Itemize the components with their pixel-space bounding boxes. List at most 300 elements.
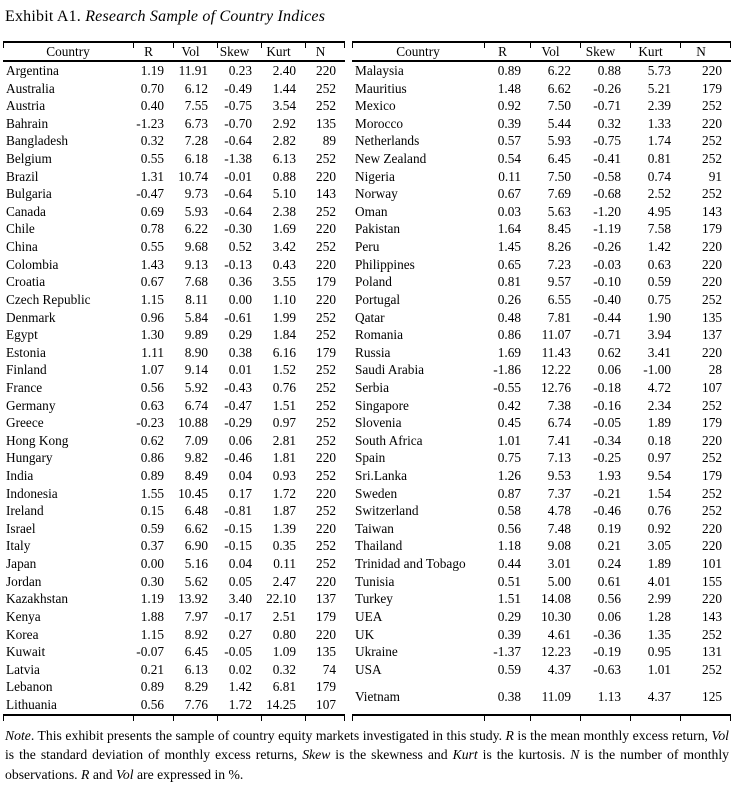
cell-n: 135	[316, 644, 336, 660]
cell-vol: 9.53	[547, 468, 571, 484]
cell-n: 91	[708, 168, 722, 184]
cell-country: Argentina	[6, 63, 59, 78]
cell-r: 0.54	[497, 151, 521, 167]
cell-vol: 6.90	[184, 538, 208, 554]
table-row	[352, 379, 731, 397]
table-row	[352, 449, 731, 467]
cell-r: 1.07	[140, 362, 164, 378]
cell-vol: 9.57	[547, 274, 571, 290]
table-row	[3, 696, 345, 714]
cell-vol: 7.28	[184, 133, 208, 149]
cell-n: 137	[316, 591, 336, 607]
cell-kurt: 6.13	[272, 151, 296, 167]
cell-country: Qatar	[355, 309, 385, 325]
table-row	[352, 220, 731, 238]
note-text: is the skewness and	[330, 747, 453, 763]
cell-skew: -0.18	[593, 379, 621, 395]
note-text: is the number of monthly observations.	[5, 747, 729, 782]
cell-r: 1.31	[140, 168, 164, 184]
cell-skew: -0.17	[224, 608, 252, 624]
cell-skew: -0.46	[224, 450, 252, 466]
cell-skew: -0.75	[224, 98, 252, 114]
cell-country: Peru	[355, 239, 380, 255]
cell-country: Serbia	[355, 379, 389, 395]
table-row	[3, 97, 345, 115]
cell-skew: 0.05	[228, 573, 252, 589]
cell-skew: -0.29	[224, 415, 252, 431]
cell-skew: 0.27	[228, 626, 252, 642]
cell-skew: -0.15	[224, 538, 252, 554]
note-text: . This exhibit presents the sample of country equity markets investigated in this study.	[30, 728, 506, 743]
cell-kurt: 2.52	[647, 186, 671, 202]
table-header-row	[352, 41, 731, 62]
note-text: is the mean monthly excess return,	[513, 728, 712, 743]
cell-r: 0.48	[497, 309, 521, 325]
cell-country: Oman	[355, 203, 388, 219]
table-row	[3, 537, 345, 555]
cell-kurt: 7.58	[647, 221, 671, 237]
table-row	[3, 449, 345, 467]
cell-country: Canada	[6, 203, 46, 219]
table-row	[3, 520, 345, 538]
cell-country: Tunisia	[355, 573, 395, 589]
cell-n: 252	[702, 661, 722, 677]
cell-kurt: 1.35	[647, 626, 671, 642]
cell-country: Korea	[6, 626, 39, 642]
cell-kurt: 1.44	[272, 80, 296, 96]
table-row	[352, 309, 731, 327]
cell-r: 0.59	[497, 661, 521, 677]
cell-vol: 7.81	[547, 309, 571, 325]
cell-country: Japan	[6, 556, 37, 572]
cell-r: 0.63	[140, 397, 164, 413]
table-note	[5, 726, 729, 784]
cell-skew: 0.62	[597, 344, 621, 360]
cell-vol: 5.92	[184, 379, 208, 395]
cell-skew: 0.61	[597, 573, 621, 589]
cell-country: Slovenia	[355, 415, 402, 431]
cell-n: 252	[702, 626, 722, 642]
cell-country: Estonia	[6, 344, 46, 360]
table-row	[352, 238, 731, 256]
cell-country: Pakistan	[355, 221, 401, 237]
cell-r: 0.39	[497, 115, 521, 131]
cell-vol: 6.73	[184, 115, 208, 131]
cell-vol: 8.29	[184, 679, 208, 695]
column-header-country: Country	[46, 44, 90, 59]
cell-r: 0.51	[497, 573, 521, 589]
cell-n: 220	[316, 256, 336, 272]
column-separator-tick	[580, 716, 581, 721]
cell-n: 252	[316, 362, 336, 378]
cell-kurt: 0.43	[272, 256, 296, 272]
cell-skew: 0.06	[597, 362, 621, 378]
cell-n: 179	[316, 344, 336, 360]
column-separator-tick	[352, 716, 353, 721]
cell-skew: 0.23	[228, 63, 252, 78]
cell-kurt: 1.89	[647, 415, 671, 431]
cell-r: 0.55	[140, 239, 164, 255]
note-term-italic: Note	[5, 728, 31, 743]
cell-n: 252	[316, 309, 336, 325]
cell-n: 220	[316, 291, 336, 307]
cell-country: Bulgaria	[6, 186, 52, 202]
cell-skew: 0.88	[597, 63, 621, 78]
cell-country: Lebanon	[6, 679, 53, 695]
cell-r: -0.07	[136, 644, 164, 660]
cell-n: 143	[702, 203, 722, 219]
cell-skew: 0.24	[597, 556, 621, 572]
cell-vol: 5.93	[184, 203, 208, 219]
cell-country: Croatia	[6, 274, 46, 290]
cell-vol: 9.13	[184, 256, 208, 272]
cell-n: 220	[316, 63, 336, 78]
cell-kurt: 6.16	[272, 344, 296, 360]
cell-country: Nigeria	[355, 168, 395, 184]
cell-kurt: 3.41	[647, 344, 671, 360]
cell-kurt: 3.54	[272, 98, 296, 114]
note-term-italic: Vol	[116, 766, 134, 782]
column-separator-tick	[344, 716, 345, 721]
cell-vol: 7.69	[547, 186, 571, 202]
cell-skew: -0.47	[224, 397, 252, 413]
cell-kurt: 2.34	[647, 397, 671, 413]
column-header-country: Country	[396, 44, 440, 59]
cell-r: 0.11	[498, 168, 521, 184]
cell-skew: -0.64	[224, 186, 252, 202]
cell-country: Hong Kong	[6, 432, 69, 448]
cell-kurt: 6.81	[272, 679, 296, 695]
cell-skew: -0.40	[593, 291, 621, 307]
cell-country: Malaysia	[355, 63, 404, 78]
column-separator-tick	[484, 716, 485, 721]
column-header-skew: Skew	[219, 44, 250, 59]
cell-vol: 6.22	[184, 221, 208, 237]
cell-country: Singapore	[355, 397, 409, 413]
table-row	[352, 573, 731, 591]
table-row	[3, 256, 345, 274]
cell-vol: 11.09	[541, 689, 571, 705]
cell-kurt: 1.69	[272, 221, 296, 237]
cell-r: 0.75	[497, 450, 521, 466]
cell-skew: 0.38	[228, 344, 252, 360]
cell-kurt: 1.74	[647, 133, 671, 149]
table-row	[3, 467, 345, 485]
cell-skew: -0.81	[224, 503, 252, 519]
cell-vol: 6.48	[184, 503, 208, 519]
table-row	[3, 626, 345, 644]
cell-kurt: 2.82	[272, 133, 296, 149]
cell-r: 0.67	[140, 274, 164, 290]
cell-skew: 0.36	[228, 274, 252, 290]
cell-r: 1.88	[140, 608, 164, 624]
cell-country: Thailand	[355, 538, 403, 554]
cell-kurt: 0.35	[272, 538, 296, 554]
cell-kurt: 0.74	[647, 168, 671, 184]
cell-n: 252	[702, 98, 722, 114]
cell-vol: 12.23	[541, 644, 571, 660]
cell-kurt: 2.81	[272, 432, 296, 448]
cell-r: 0.32	[140, 133, 164, 149]
cell-skew: 0.19	[597, 520, 621, 536]
cell-skew: -0.05	[593, 415, 621, 431]
table-row	[3, 502, 345, 520]
cell-skew: 0.21	[597, 538, 621, 554]
cell-n: 252	[316, 468, 336, 484]
column-separator-tick	[217, 43, 218, 48]
cell-r: 1.51	[497, 591, 521, 607]
cell-skew: -0.36	[593, 626, 621, 642]
cell-n: 252	[702, 397, 722, 413]
cell-country: Morocco	[355, 115, 403, 131]
note-term-italic: R	[81, 766, 90, 782]
cell-skew: -1.38	[224, 151, 252, 167]
cell-skew: 1.42	[228, 679, 252, 695]
cell-n: 252	[702, 133, 722, 149]
cell-kurt: 1.90	[647, 309, 671, 325]
cell-r: -1.37	[493, 644, 521, 660]
cell-n: 252	[316, 239, 336, 255]
cell-r: 0.40	[140, 98, 164, 114]
cell-skew: 0.17	[228, 485, 252, 501]
cell-skew: 0.32	[597, 115, 621, 131]
column-separator-tick	[217, 716, 218, 721]
cell-kurt: 0.76	[272, 379, 296, 395]
table-row	[352, 132, 731, 150]
cell-vol: 8.26	[547, 239, 571, 255]
cell-r: 1.48	[497, 80, 521, 96]
cell-country: Italy	[6, 538, 31, 554]
cell-n: 107	[316, 696, 336, 712]
cell-n: 179	[702, 468, 722, 484]
cell-r: 0.56	[140, 379, 164, 395]
cell-kurt: 2.51	[272, 608, 296, 624]
column-separator-tick	[630, 43, 631, 48]
cell-n: 131	[702, 644, 722, 660]
table-row	[352, 361, 731, 379]
cell-skew: -0.71	[593, 327, 621, 343]
cell-vol: 9.14	[184, 362, 208, 378]
cell-kurt: 1.52	[272, 362, 296, 378]
table-row	[3, 379, 345, 397]
cell-country: Latvia	[6, 661, 40, 677]
cell-country: Poland	[355, 274, 392, 290]
column-separator-tick	[3, 43, 4, 48]
cell-kurt: 2.47	[272, 573, 296, 589]
cell-n: 252	[316, 503, 336, 519]
cell-skew: -0.19	[593, 644, 621, 660]
column-separator-tick	[680, 716, 681, 721]
cell-country: Philippines	[355, 256, 415, 272]
table-row	[3, 590, 345, 608]
cell-country: Saudi Arabia	[355, 362, 425, 378]
cell-vol: 5.16	[184, 556, 208, 572]
cell-skew: 0.00	[228, 291, 252, 307]
cell-r: 1.01	[497, 432, 521, 448]
cell-kurt: 0.63	[647, 256, 671, 272]
cell-r: 0.89	[140, 679, 164, 695]
cell-kurt: 5.73	[647, 63, 671, 78]
cell-r: 0.81	[497, 274, 521, 290]
cell-kurt: 1.09	[272, 644, 296, 660]
column-header-vol: Vol	[541, 44, 560, 59]
cell-r: 0.57	[497, 133, 521, 149]
cell-vol: 6.62	[547, 80, 571, 96]
cell-skew: -0.10	[593, 274, 621, 290]
cell-kurt: 2.38	[272, 203, 296, 219]
cell-n: 252	[316, 98, 336, 114]
column-header-kurt: Kurt	[638, 44, 663, 59]
cell-kurt: 4.01	[647, 573, 671, 589]
cell-r: 0.42	[497, 397, 521, 413]
cell-vol: 7.23	[547, 256, 571, 272]
table-row	[352, 688, 731, 706]
table-row	[3, 168, 345, 186]
cell-n: 252	[316, 397, 336, 413]
cell-kurt: 1.99	[272, 309, 296, 325]
column-separator-tick	[261, 43, 262, 48]
table-row	[352, 97, 731, 115]
cell-vol: 9.82	[184, 450, 208, 466]
column-separator-tick	[352, 43, 353, 48]
cell-kurt: 0.76	[647, 503, 671, 519]
cell-skew: -1.20	[593, 203, 621, 219]
cell-r: 0.67	[497, 186, 521, 202]
cell-r: -0.23	[136, 415, 164, 431]
cell-kurt: 0.32	[272, 661, 296, 677]
cell-vol: 7.09	[184, 432, 208, 448]
cell-skew: -0.70	[224, 115, 252, 131]
cell-kurt: 1.81	[272, 450, 296, 466]
cell-r: 0.70	[140, 80, 164, 96]
column-header-kurt: Kurt	[266, 44, 291, 59]
cell-skew: -0.05	[224, 644, 252, 660]
cell-r: 1.15	[140, 626, 164, 642]
cell-n: 220	[702, 256, 722, 272]
column-header-r: R	[144, 44, 153, 59]
cell-r: 1.19	[140, 591, 164, 607]
cell-country: France	[6, 379, 43, 395]
cell-skew: -0.26	[593, 239, 621, 255]
exhibit-subtitle-text: Research Sample of Country Indices	[85, 8, 326, 25]
cell-r: 0.86	[497, 327, 521, 343]
cell-skew: -0.71	[593, 98, 621, 114]
cell-r: 0.03	[497, 203, 521, 219]
cell-n: 179	[316, 274, 336, 290]
table-row	[352, 608, 731, 626]
table-row	[352, 256, 731, 274]
cell-n: 252	[702, 485, 722, 501]
cell-vol: 5.44	[547, 115, 571, 131]
cell-kurt: 1.87	[272, 503, 296, 519]
column-separator-tick	[530, 43, 531, 48]
cell-vol: 14.08	[541, 591, 571, 607]
table-row	[352, 185, 731, 203]
cell-r: -1.86	[493, 362, 521, 378]
cell-country: Mexico	[355, 98, 396, 114]
table-row	[352, 80, 731, 98]
cell-r: 0.89	[140, 468, 164, 484]
cell-r: 1.30	[140, 327, 164, 343]
table-row	[3, 661, 345, 679]
cell-skew: 0.04	[228, 468, 252, 484]
cell-country: Vietnam	[355, 689, 400, 705]
table-row	[3, 132, 345, 150]
cell-country: Bahrain	[6, 115, 49, 131]
cell-vol: 11.07	[541, 327, 571, 343]
cell-country: Lithuania	[6, 696, 57, 712]
cell-vol: 13.92	[178, 591, 208, 607]
cell-n: 135	[702, 309, 722, 325]
cell-n: 220	[316, 168, 336, 184]
cell-country: Bangladesh	[6, 133, 69, 149]
note-text: are expressed in %.	[133, 766, 244, 782]
cell-vol: 5.93	[547, 133, 571, 149]
cell-country: South Africa	[355, 432, 423, 448]
cell-skew: 0.01	[228, 362, 252, 378]
cell-r: 0.44	[497, 556, 521, 572]
cell-skew: 0.06	[228, 432, 252, 448]
table-row	[3, 80, 345, 98]
cell-r: 0.58	[497, 503, 521, 519]
table-row	[3, 273, 345, 291]
cell-kurt: 9.54	[647, 468, 671, 484]
cell-vol: 6.55	[547, 291, 571, 307]
cell-skew: -0.44	[593, 309, 621, 325]
cell-country: Portugal	[355, 291, 401, 307]
column-separator-tick	[305, 716, 306, 721]
cell-kurt: 1.42	[647, 239, 671, 255]
cell-skew: -0.03	[593, 256, 621, 272]
cell-r: 0.45	[497, 415, 521, 431]
cell-country: Kazakhstan	[6, 591, 69, 607]
table-row	[3, 309, 345, 327]
cell-n: 220	[702, 432, 722, 448]
table-row	[352, 291, 731, 309]
cell-n: 143	[702, 608, 722, 624]
cell-kurt: 0.18	[647, 432, 671, 448]
cell-skew: 0.52	[228, 239, 252, 255]
cell-vol: 8.49	[184, 468, 208, 484]
cell-country: UK	[355, 626, 375, 642]
cell-country: India	[6, 468, 34, 484]
cell-n: 252	[702, 186, 722, 202]
cell-kurt: 2.39	[647, 98, 671, 114]
table-row	[352, 326, 731, 344]
table-row	[352, 203, 731, 221]
cell-n: 179	[316, 608, 336, 624]
cell-vol: 6.62	[184, 520, 208, 536]
table-row	[3, 608, 345, 626]
table-row	[3, 203, 345, 221]
cell-vol: 10.30	[541, 608, 571, 624]
cell-skew: 1.72	[228, 696, 252, 712]
cell-skew: -0.15	[224, 520, 252, 536]
cell-r: 1.18	[497, 538, 521, 554]
cell-vol: 9.68	[184, 239, 208, 255]
table-row	[3, 397, 345, 415]
cell-vol: 7.76	[184, 696, 208, 712]
cell-kurt: 0.81	[647, 151, 671, 167]
country-table-right	[352, 41, 731, 716]
cell-country: Netherlands	[355, 133, 420, 149]
note-text: is the kurtosis.	[477, 747, 571, 763]
cell-kurt: 0.97	[272, 415, 296, 431]
cell-kurt: 0.59	[647, 274, 671, 290]
cell-r: 1.64	[497, 221, 521, 237]
cell-kurt: 0.80	[272, 626, 296, 642]
cell-n: 252	[702, 450, 722, 466]
